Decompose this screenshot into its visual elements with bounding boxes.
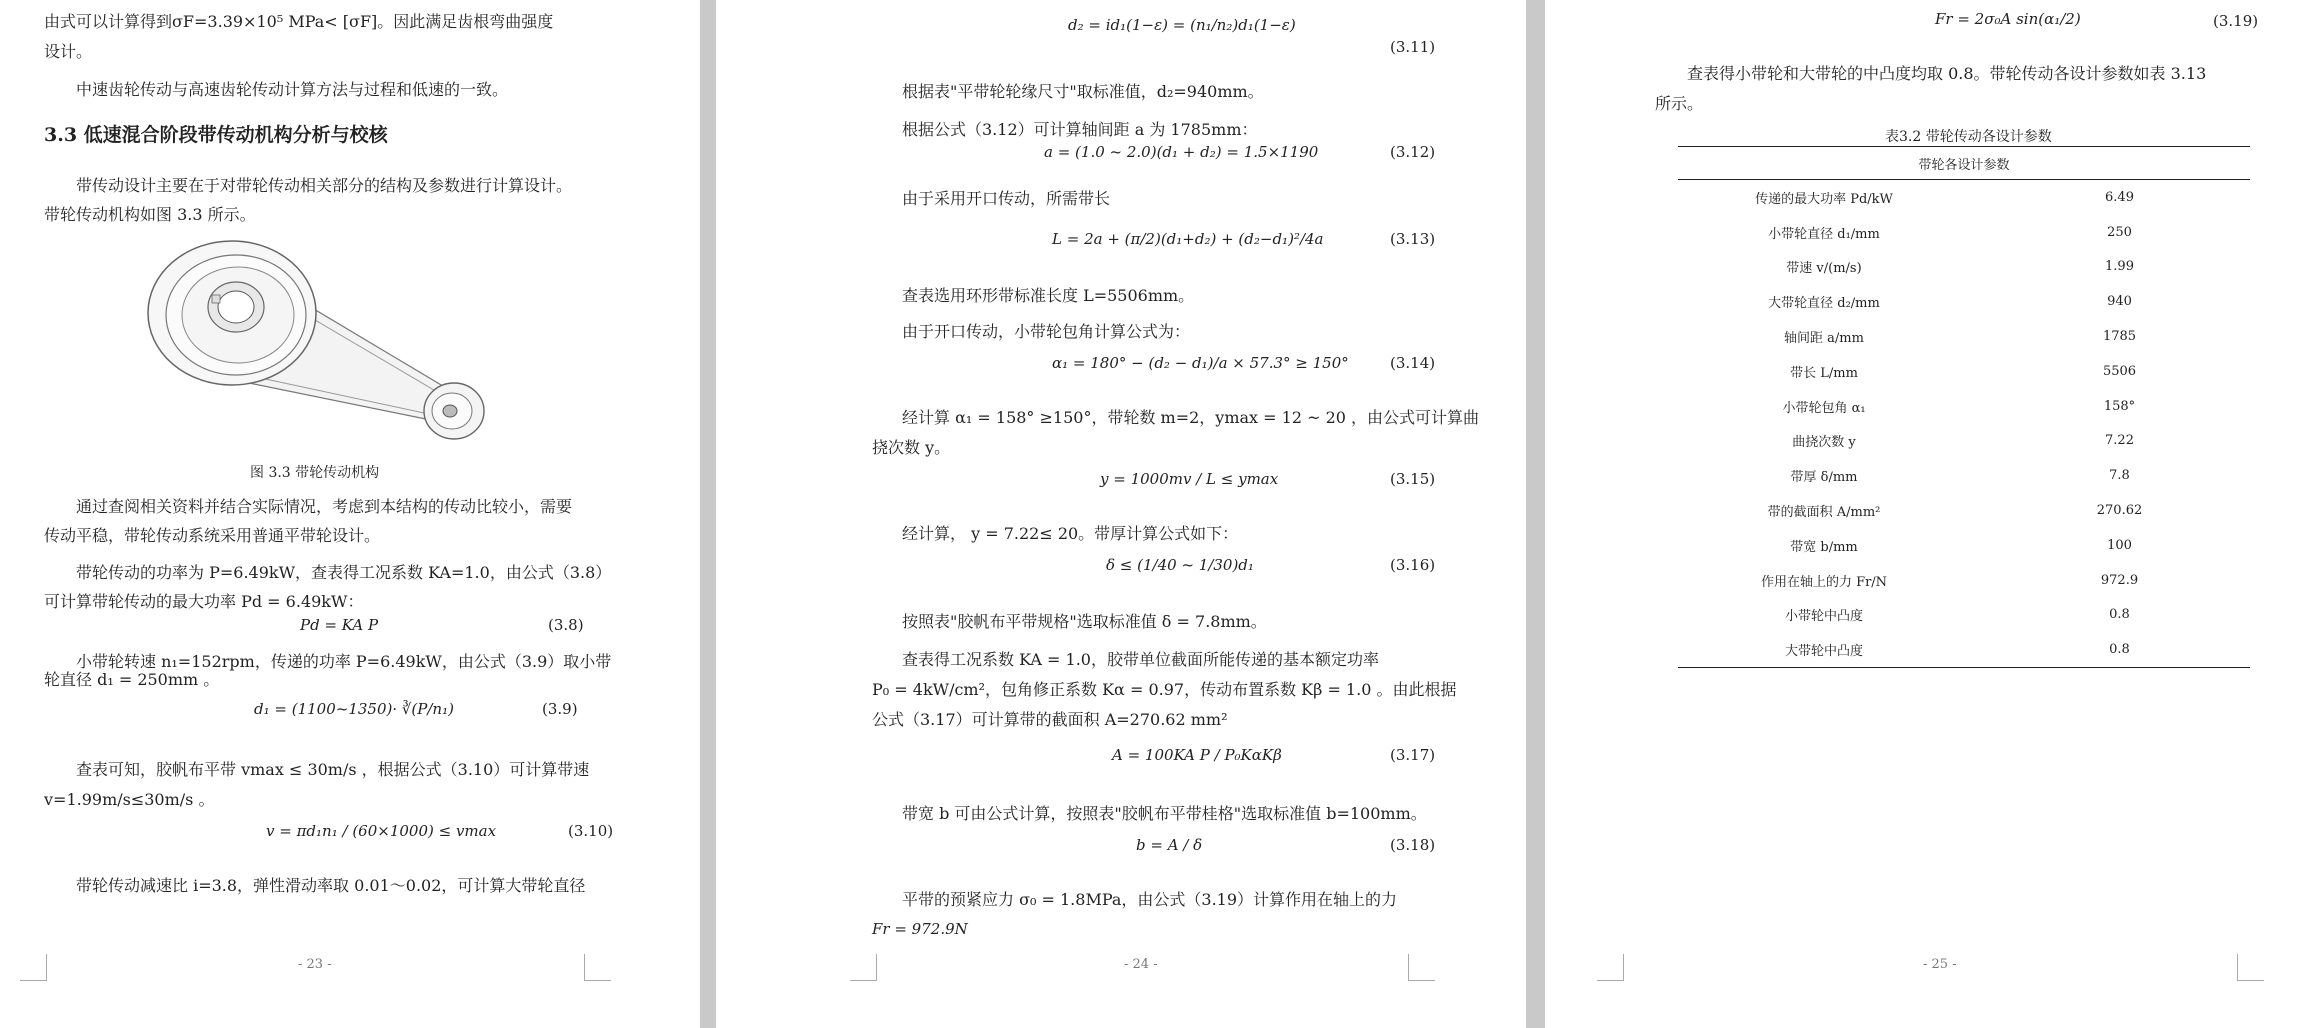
- page-number: - 24 -: [1124, 957, 1158, 972]
- parameter-value: 270.62: [2096, 503, 2143, 519]
- page-corner-mark: [850, 954, 877, 981]
- page-number: - 25 -: [1923, 957, 1957, 972]
- parameter-value: 6.49: [2105, 189, 2134, 205]
- equation-number: (3.19): [2213, 12, 2259, 30]
- paragraph-line: 挠次数 y。: [872, 438, 951, 457]
- parameter-label: 带厚 δ/mm: [1790, 470, 1858, 486]
- paragraph-line: 中速齿轮传动与高速齿轮传动计算方法与过程和低速的一致。: [76, 80, 509, 99]
- parameter-label: 传递的最大功率 Pd/kW: [1755, 191, 1893, 207]
- equation-number: (3.15): [1390, 470, 1436, 488]
- equation: α₁ = 180° − (d₂ − d₁)/a × 57.3° ≥ 150°: [1052, 354, 1349, 372]
- equation-number: (3.8): [548, 616, 584, 634]
- table-row: [1678, 250, 2250, 285]
- equation-number: (3.17): [1390, 746, 1436, 764]
- paragraph-line: 查表得小带轮和大带轮的中凸度均取 0.8。带轮传动各设计参数如表 3.13: [1687, 64, 2207, 83]
- parameter-value: 940: [2107, 294, 2132, 310]
- parameter-label: 小带轮直径 d₁/mm: [1768, 226, 1880, 242]
- paragraph-line: 查表可知，胶帆布平带 vmax ≤ 30m/s ，根据公式（3.10）可计算带速: [76, 760, 590, 779]
- page-corner-mark: [1408, 954, 1435, 981]
- paragraph-line: 传动平稳，带轮传动系统采用普通平带轮设计。: [44, 526, 381, 545]
- paragraph-line: v=1.99m/s≤30m/s 。: [44, 790, 215, 809]
- paragraph-line: 通过查阅相关资料并结合实际情况，考虑到本结构的传动比较小，需要: [76, 497, 573, 516]
- parameter-value: 7.8: [2109, 468, 2130, 484]
- page-corner-mark: [2237, 954, 2264, 981]
- paragraph-line: 经计算 α₁ = 158° ≥150°，带轮数 m=2，ymax = 12 ~ 20 ，由公式可计算曲: [902, 408, 1480, 427]
- equation: A = 100KA P / P₀KαKβ: [1112, 746, 1282, 764]
- design-parameter-table: [1678, 146, 2250, 668]
- paragraph-line: 带轮传动的功率为 P=6.49kW，查表得工况系数 KA=1.0，由公式（3.8）: [76, 563, 612, 582]
- table-row: [1678, 354, 2250, 389]
- table-row: [1678, 528, 2250, 563]
- equation: L = 2a + (π/2)(d₁+d₂) + (d₂−d₁)²/4a: [1052, 230, 1324, 248]
- parameter-value: 1.99: [2105, 259, 2134, 275]
- equation-number: (3.12): [1390, 143, 1436, 161]
- table-header: 带轮各设计参数: [1678, 147, 2250, 180]
- equation-number: (3.16): [1390, 556, 1436, 574]
- paragraph-line: 根据表"平带轮轮缘尺寸"取标准值，d₂=940mm。: [902, 82, 1264, 101]
- paragraph-line: 所示。: [1655, 94, 1704, 113]
- paragraph-line: 经计算， y = 7.22≤ 20。带厚计算公式如下：: [902, 524, 1239, 543]
- paragraph-line: 按照表"胶帆布平带规格"选取标准值 δ = 7.8mm。: [902, 612, 1267, 631]
- equation-number: (3.18): [1390, 836, 1436, 854]
- table-row: [1678, 284, 2250, 319]
- paragraph-line: 平带的预紧应力 σ₀ = 1.8MPa，由公式（3.19）计算作用在轴上的力: [902, 890, 1398, 909]
- parameter-value: 1785: [2102, 329, 2137, 345]
- paragraph-line: 轮直径 d₁ = 250mm 。: [44, 670, 220, 689]
- parameter-label: 带宽 b/mm: [1790, 539, 1858, 555]
- table-row: [1678, 598, 2250, 633]
- paragraph-line: 带轮传动减速比 i=3.8，弹性滑动率取 0.01～0.02，可计算大带轮直径: [76, 876, 586, 895]
- equation-number: (3.13): [1390, 230, 1436, 248]
- page-corner-mark: [1597, 954, 1624, 981]
- parameter-value: 0.8: [1989, 632, 2250, 667]
- parameter-label: 带的截面积 A/mm²: [1767, 505, 1881, 521]
- table-row: [1678, 319, 2250, 354]
- figure-caption: 图 3.3 带轮传动机构: [250, 465, 380, 481]
- parameter-label: 轴间距 a/mm: [1784, 331, 1864, 347]
- equation: y = 1000mv / L ≤ ymax: [1100, 470, 1279, 488]
- parameter-value: 250: [2107, 224, 2132, 240]
- equation: d₁ = (1100~1350)· ∛(P/n₁): [254, 700, 454, 718]
- table-title: 表3.2 带轮传动各设计参数: [1885, 129, 2052, 145]
- document-page-25: [1545, 0, 2304, 1028]
- table-row: [1678, 424, 2250, 459]
- parameter-label: 带速 v/(m/s): [1786, 261, 1862, 277]
- parameter-value: 158°: [2103, 398, 2136, 414]
- paragraph-line: 公式（3.17）可计算带的截面积 A=270.62 mm²: [872, 710, 1228, 729]
- document-page-23: [0, 0, 700, 1028]
- equation-number: (3.10): [568, 822, 614, 840]
- parameter-value: 972.9: [2100, 572, 2139, 588]
- parameter-label: 曲挠次数 y: [1792, 435, 1856, 451]
- equation: d₂ = id₁(1−ε) = (n₁/n₂)d₁(1−ε): [1068, 16, 1296, 34]
- parameter-value: 0.8: [2109, 607, 2130, 623]
- equation: b = A / δ: [1136, 836, 1203, 854]
- paragraph-line: 由于采用开口传动，所需带长: [902, 189, 1111, 208]
- equation: δ ≤ (1/40 ~ 1/30)d₁: [1106, 556, 1254, 574]
- paragraph-line: 查表得工况系数 KA = 1.0，胶带单位截面所能传递的基本额定功率: [902, 650, 1379, 669]
- paragraph-line: 带宽 b 可由公式计算，按照表"胶帆布平带桂格"选取标准值 b=100mm。: [902, 804, 1427, 823]
- equation: v = πd₁n₁ / (60×1000) ≤ vmax: [266, 822, 497, 840]
- table-row: [1678, 215, 2250, 250]
- parameter-value: 5506: [2102, 363, 2137, 379]
- paragraph-line: 查表选用环形带标准长度 L=5506mm。: [902, 286, 1195, 305]
- equation-number: (3.11): [1390, 38, 1436, 56]
- equation-number: (3.14): [1390, 354, 1436, 372]
- paragraph-line: 可计算带轮传动的最大功率 Pd = 6.49kW：: [44, 592, 364, 611]
- table-row: [1678, 563, 2250, 598]
- table-row: [1678, 180, 2250, 215]
- paragraph-line: P₀ = 4kW/cm²，包角修正系数 Kα = 0.97，传动布置系数 Kβ = 1.0 。由此根据: [872, 680, 1457, 699]
- parameter-label: 大带轮直径 d₂/mm: [1768, 296, 1880, 312]
- paragraph-line: 根据公式（3.12）可计算轴间距 a 为 1785mm：: [902, 120, 1258, 139]
- paragraph-line: 由于开口传动，小带轮包角计算公式为：: [902, 322, 1191, 341]
- document-page-24: [716, 0, 1526, 1028]
- paragraph-line: 带传动设计主要在于对带轮传动相关部分的结构及参数进行计算设计。: [76, 176, 573, 195]
- parameter-label: 带长 L/mm: [1790, 365, 1858, 381]
- parameter-label: 小带轮中凸度: [1784, 609, 1863, 625]
- page-number: - 23 -: [298, 957, 332, 972]
- page-corner-mark: [20, 954, 47, 981]
- parameter-label: 小带轮包角 α₁: [1782, 400, 1866, 416]
- equation: a = (1.0 ~ 2.0)(d₁ + d₂) = 1.5×1190: [1044, 143, 1319, 161]
- equation: Pd = KA P: [300, 616, 379, 634]
- paragraph-line: 小带轮转速 n₁=152rpm，传递的功率 P=6.49kW，由公式（3.9）取小带: [76, 652, 612, 671]
- parameter-value: 100: [2107, 537, 2132, 553]
- section-heading: 3.3 低速混合阶段带传动机构分析与校核: [44, 124, 388, 146]
- parameter-value: 7.22: [2105, 433, 2134, 449]
- table-row: [1678, 389, 2250, 424]
- table-row: [1678, 458, 2250, 493]
- belt-drive-figure: [140, 235, 500, 455]
- parameter-label: 作用在轴上的力 Fr/N: [1760, 574, 1888, 590]
- paragraph-line: 带轮传动机构如图 3.3 所示。: [44, 205, 256, 224]
- table-row: [1678, 632, 2250, 667]
- equation: Fr = 2σ₀A sin(α₁/2): [1935, 10, 2081, 28]
- paragraph-line: 由式可以计算得到σF=3.39×10⁵ MPa< [σF]。因此满足齿根弯曲强度: [44, 12, 554, 31]
- table-row: [1678, 493, 2250, 528]
- equation: Fr = 972.9N: [872, 920, 968, 938]
- equation-number: (3.9): [542, 700, 578, 718]
- parameter-label: 大带轮中凸度: [1678, 632, 1989, 667]
- page-corner-mark: [584, 954, 611, 981]
- paragraph-line: 设计。: [44, 42, 93, 61]
